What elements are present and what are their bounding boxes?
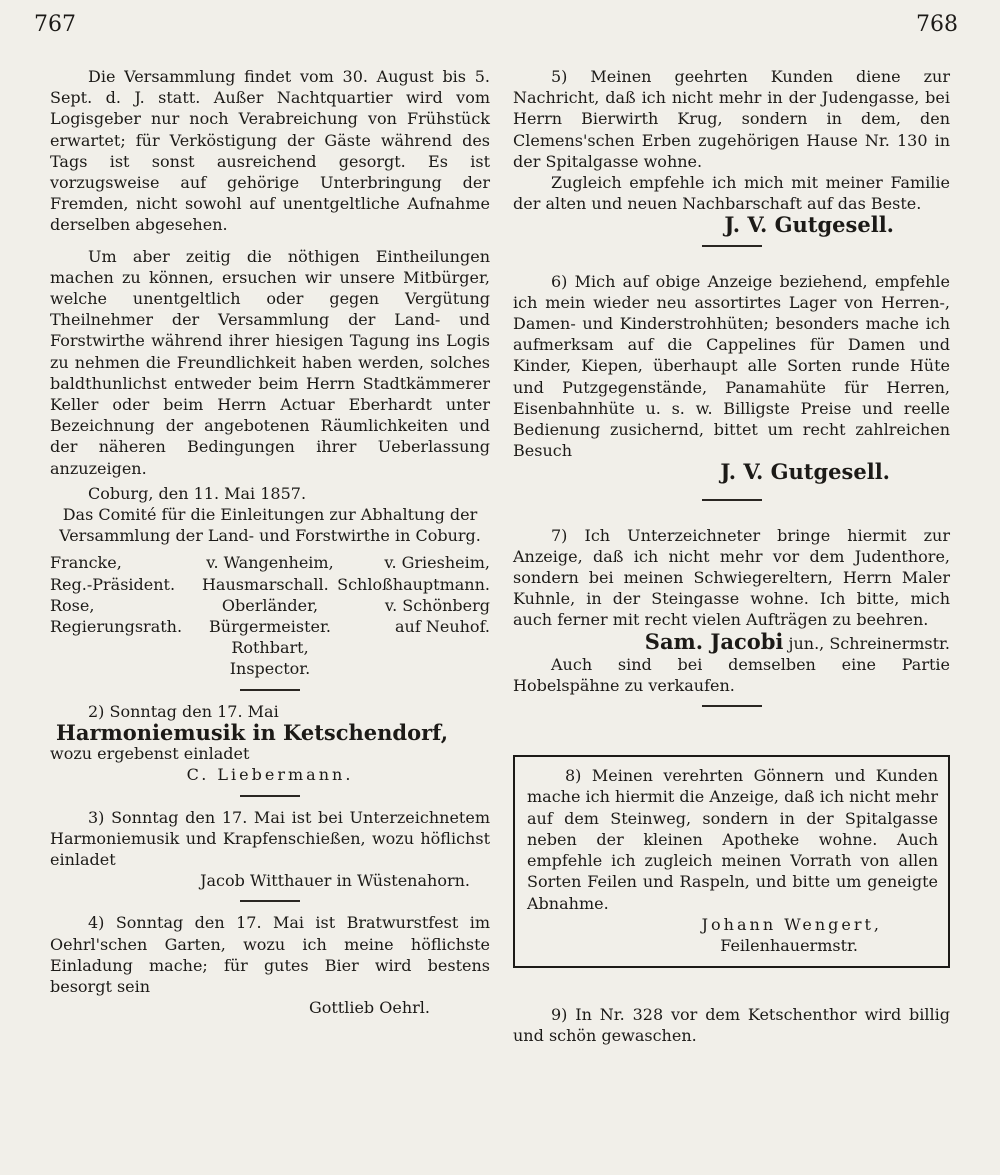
ad-3-signature: Jacob Witthauer in Wüstenahorn. [200,871,470,891]
ad-9-text: 9) In Nr. 328 vor dem Ketschenthor wird billig und schön gewaschen. [513,1005,950,1046]
signatory-name: v. Griesheim, [384,553,490,573]
ad-3-text: 3) Sonntag den 17. Mai ist bei Unterzeichnetem Harmoniemusik und Krapfenschießen, wozu höflichst einladet [50,807,490,869]
ad-7-signature-name: Sam. Jacobi [644,628,784,654]
announcement-paragraph-1: Die Versammlung findet vom 30. August bis 5. Sept. d. J. statt. Außer Nachtquartier wird vom Logisgeber nur noch Verabreichung von Frühstück erwartet; für Verköstigung der Gäste während des Tags ist sonst ausreichend gesorgt. Es ist vorzugsweise auf gehörige Unterbringung der Fremden, nicht sowohl auf unentgeltliche Aufnahme derselben abgesehen. [50,67,490,235]
ad-8-box [513,755,950,968]
signatory-title: Bürgermeister. [209,617,331,637]
ad-8-trade: Feilenhauermstr. [720,935,858,955]
ad-8-signature: Johann Wengert, [701,914,882,934]
divider [240,689,300,691]
ad-2-invite: wozu ergebenst einladet [50,744,250,764]
signatory-name: v. Schönberg [384,595,490,615]
divider [702,499,762,501]
divider [702,245,762,247]
signatory-title: Regierungsrath. [50,617,183,637]
ad-5-text: 5) Meinen geehrten Kunden diene zur Nachricht, daß ich nicht mehr in der Judengasse, bei Herrn Bierwirth Krug, sondern in dem, den Clemens'schen Erben zugehörigen Hause Nr. 130 in der Spitalgasse wohne. [513,67,950,171]
ad-7-note: Auch sind bei demselben eine Partie Hobelspähne zu verkaufen. [513,654,950,696]
signatories-row-1 [50,552,490,573]
signatory-title: Reg.-Präsident. [50,574,176,594]
right-column [513,66,950,1047]
signatory-name: Oberländer, [221,595,319,615]
signatory-name: Rose, [50,595,95,615]
signatory-title: auf Neuhof. [395,617,490,637]
page-number-right: 768 [916,12,958,37]
ad-7-signature [513,628,950,654]
ad-7-text: 7) Ich Unterzeichneter bringe hiermit zur Anzeige, daß ich nicht mehr vor dem Judenthore, sondern bei meinen Schwiegereltern, Herrn Maler Kuhnle, in der Steingasse wohne. Ich bitte, mich auch ferner mit recht vielen Aufträgen zu beehren. [513,525,950,630]
ad-2-signature: C. Liebermann. [186,765,354,785]
signatories-row-3 [50,595,490,616]
announcement-paragraph-2: Um aber zeitig die nöthigen Eintheilungen machen zu können, ersuchen wir unsere Mitbürger, welche unentgeltlich oder gegen Vergütung Theilnehmer der Versammlung der Land- und Forstwirthe während ihrer hiesigen Tagung ins Logis zu nehmen die Freundlichkeit haben werden, solches baldthunlichst entweder beim Herrn Stadtkämmerer Keller oder beim Herrn Actuar Eberhardt unter Bezeichnung der angebotenen Räumlichkeiten und der näheren Bedingungen ihrer Ueberlassung anzuzeigen. [50,246,490,478]
signatories-row-4 [50,616,490,637]
ad-5-recommendation: Zugleich empfehle ich mich mit meiner Familie der alten und neuen Nachbarschaft auf das Beste. [513,173,950,214]
signatory-title: Hausmarschall. [201,574,329,594]
ad-2-title: Harmoniemusik in Ketschendorf, [56,719,449,745]
ad-2-date: 2) Sonntag den 17. Mai [88,701,279,721]
ad-4-signature: Gottlieb Oehrl. [308,998,430,1018]
page-number-left: 767 [34,12,76,37]
ad-5-signature: J. V. Gutgesell. [724,212,894,238]
signatories-row-2 [50,574,490,595]
signatory-title: Inspector. [229,659,311,679]
signatory-title: Schloßhauptmann. [337,574,490,594]
signatory-name: Francke, [50,553,122,573]
signatory-name: v. Wangenheim, [206,553,334,573]
ad-7-signature-trade: jun., Schreinermstr. [788,633,950,653]
signatory-name: Rothbart, [231,638,309,658]
ad-6-text: 6) Mich auf obige Anzeige beziehend, empfehle ich mein wieder neu assortirtes Lager von Herren-, Damen- und Kinderstrohhüten; besonders mache ich aufmerksam auf die Cappelines für Damen und Kinder, Kiepen, überhaupt alle Sorten runde Hüte und Putzgegenstände, Panamahüte für Herren, Eisenbahnhüte u. s. w. Billigste Preise und reelle Bedienung zusichernd, bittet um recht zahlreichen Besuch [513,271,950,461]
divider [240,900,300,902]
ad-8-text: 8) Meinen verehrten Gönnern und Kunden mache ich hiermit die Anzeige, daß ich nicht mehr auf dem Steinweg, sondern in der Spitalgasse neben der kleinen Apotheke wohne. Auch empfehle ich zugleich meinen Vorrath von allen Sorten Feilen und Raspeln, und bitte um geneigte Abnahme. [527,766,938,913]
ad-6-signature: J. V. Gutgesell. [720,459,890,485]
divider [702,705,762,707]
divider [240,795,300,797]
dateline: Coburg, den 11. Mai 1857. [88,483,307,503]
committee-heading: Das Comité für die Einleitungen zur Abhaltung der Versammlung der Land- und Forstwirthe in Coburg. [59,505,481,546]
left-column [50,66,490,1018]
ad-4-text: 4) Sonntag den 17. Mai ist Bratwurstfest im Oehrl'schen Garten, wozu ich meine höflichste Einladung mache; für gutes Bier wird bestens besorgt sein [50,913,490,996]
